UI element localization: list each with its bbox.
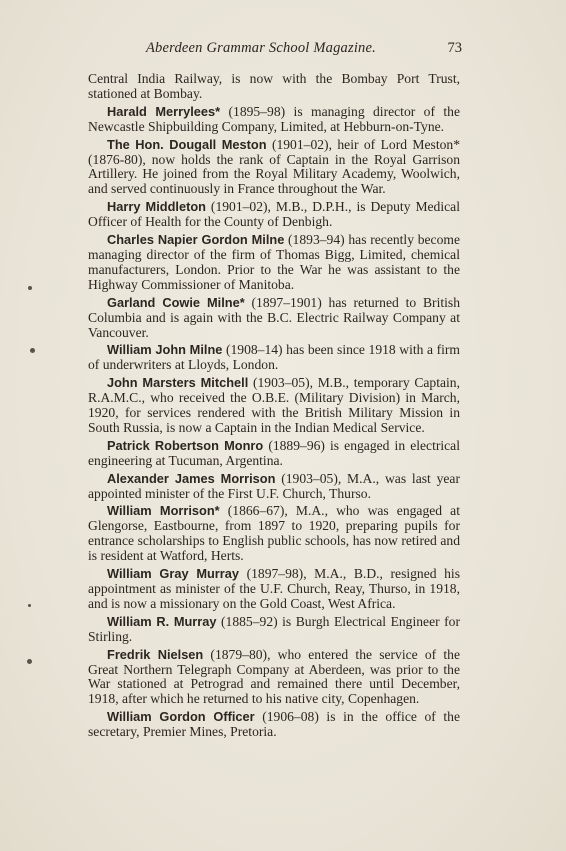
entry-name: William R. Murray <box>107 613 217 629</box>
entry-name: William John Milne <box>107 342 223 358</box>
entry-text: (1903–05), M.B., temporary Captain, R.A.M.C., who received the O.B.E. (Military Division) in March, 1920, for services rendered with the British Military Mission in South Russia, is now a Captain in the Indian Medical Service. <box>88 375 461 435</box>
page-number: 73 <box>447 40 462 56</box>
entry-text: (1879–80), who entered the service of the Great Northern Telegraph Company at Aberdeen, was prior to the War stationed at Petrograd and remained there until December, 1918, after which he returned to his native city, Copenhagen. <box>88 646 460 707</box>
page-header <box>88 40 462 62</box>
entry-name: The Hon. Dougall Meston <box>107 136 267 152</box>
paragraph-6 <box>88 343 460 373</box>
entry-text: (1866–67), M.A., who was engaged at Glengorse, Eastbourne, from 1897 to 1920, preparing pupils for entrance scholarships to English public schools, has now retired and is resident at Watford, Herts. <box>88 503 460 564</box>
paragraph-7 <box>88 376 460 436</box>
entry-name: Harald Merrylees* <box>107 103 221 119</box>
paper-speck <box>27 659 32 664</box>
entry-name: Fredrik Nielsen <box>107 646 204 662</box>
entry-name: Harry Middleton <box>107 199 206 215</box>
entry-text: (1908–14) has been since 1918 with a firm of underwriters at Lloyds, London. <box>88 342 460 373</box>
entry-text: (1895–98) is managing director of the Newcastle Shipbuilding Company, Limited, at Hebburn-on-Tyne. <box>88 103 460 134</box>
paragraph-12 <box>88 615 460 645</box>
entry-name: William Morrison* <box>107 503 220 519</box>
entry-text: (1901–02), M.B., D.P.H., is Deputy Medical Officer of Health for the County of Denbigh. <box>88 199 460 230</box>
paragraph-13 <box>88 648 460 708</box>
entry-name: William Gray Murray <box>107 566 239 582</box>
paragraph-4 <box>88 233 460 293</box>
article-body <box>88 72 460 743</box>
entry-name: John Marsters Mitchell <box>107 375 249 391</box>
entry-text: (1885–92) is Burgh Electrical Engineer for Stirling. <box>88 613 460 644</box>
running-title: Aberdeen Grammar School Magazine. <box>146 40 376 56</box>
entry-text: (1897–98), M.A., B.D., resigned his appointment as minister of the U.F. Church, Reay, Thurso, in 1918, and is now a missionary on the Gold Coast, West Africa. <box>88 566 460 611</box>
entry-text: (1903–05), M.A., was last year appointed minister of the First U.F. Church, Thurso. <box>88 470 460 501</box>
entry-name: Patrick Robertson Monro <box>107 437 264 453</box>
paragraph-8 <box>88 439 460 469</box>
entry-text: (1889–96) is engaged in electrical engineering at Tucuman, Argentina. <box>88 437 460 468</box>
paragraph-10 <box>88 504 460 564</box>
paper-speck <box>28 286 32 290</box>
entry-name: Charles Napier Gordon Milne <box>107 232 285 248</box>
paragraph-11 <box>88 567 460 612</box>
paragraph-9 <box>88 472 460 502</box>
paragraph-5 <box>88 296 460 341</box>
entry-name: Garland Cowie Milne* <box>107 294 245 310</box>
paper-speck <box>30 348 35 353</box>
paragraph-1 <box>88 105 460 135</box>
entry-name: Alexander James Morrison <box>107 470 276 486</box>
entry-name: William Gordon Officer <box>107 709 255 725</box>
paper-speck <box>28 604 31 607</box>
entry-text: (1901–02), heir of Lord Meston* (1876-80), now holds the rank of Captain in the Royal Garrison Artillery. He joined from the Royal Military Academy, Woolwich, and served continuously in France throughout the War. <box>88 136 461 197</box>
paragraph-0 <box>88 72 460 102</box>
paragraph-2 <box>88 138 460 198</box>
entry-text: (1897–1901) has returned to British Columbia and is again with the B.C. Electric Railway Company at Vancouver. <box>88 294 460 340</box>
entry-text: (1906–08) is in the office of the secretary, Premier Mines, Pretoria. <box>88 709 460 740</box>
entry-text: (1893–94) has recently become managing director of the firm of Thomas Bigg, Limited, chemical manufacturers, London. Prior to the War he was assistant to the Highway Commissioner of Manitoba. <box>88 232 460 292</box>
paragraph-3 <box>88 200 460 230</box>
entry-text: Central India Railway, is now with the Bombay Port Trust, stationed at Bombay. <box>88 71 460 101</box>
paragraph-14 <box>88 710 460 740</box>
